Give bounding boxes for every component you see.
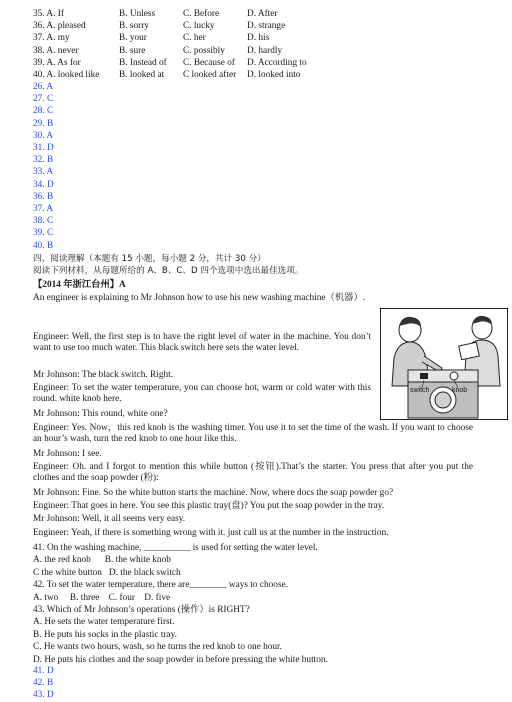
option-cell: C. her (183, 33, 206, 44)
option-cell: B. looked at (119, 70, 165, 80)
question-line: 43. Which of Mr Johnson’s operations (操作）is RIGHT? (33, 605, 250, 615)
question-line: C. He wants two hours, wash, so he turns the red knob to one hour. (33, 642, 282, 653)
answer-item: 42. B (33, 678, 54, 689)
answer-item: 40. B (33, 240, 54, 251)
option-cell: D. hardly (247, 45, 283, 56)
dialogue-line: Engineer: Oh. and I forgot to mention this while button (按钮).That’s the starter. You press that after you put the clothes and the soap powder (粉): (33, 462, 473, 484)
option-cell: D. looked into (247, 70, 301, 80)
intro-paragraph: An engineer is explaining to Mr Johnson how to use his new washing machine（机器）. (33, 293, 366, 303)
option-cell: 37. A. my (33, 33, 70, 44)
option-cell: B. Unless (119, 9, 156, 19)
washing-machine-illustration (380, 308, 508, 420)
option-cell: C. Because of (183, 57, 235, 68)
dialogue-line: Engineer: Yes. Now，this red knob is the washing timer. You use it to set the time of the wash. If you want to choose an hour’s wash, turn the red knob to one hour like this. (33, 423, 473, 445)
option-cell: 38. A. never (33, 45, 79, 56)
question-line: A. the red knob B. the white knob (33, 555, 171, 566)
answer-item: 36. B (33, 191, 54, 202)
answer-item: 33. A (33, 167, 54, 178)
option-cell: C. lucky (183, 21, 215, 32)
dialogue-line: Engineer: To set the water temperature, you can choose hot, warm or cold water with this round. white knob here. (33, 383, 371, 405)
option-cell: B. Instead of (119, 57, 167, 68)
answer-item: 31. D (33, 143, 54, 153)
answer-item: 28. C (33, 106, 54, 117)
answer-item: 37. A (33, 204, 54, 214)
option-cell: B. sorry (119, 21, 149, 32)
option-cell: 36. A. pleased (33, 21, 86, 32)
answer-item: 32. B (33, 155, 54, 166)
source-tag: 【2014 年浙江台州】A (33, 280, 126, 290)
option-cell: B. your (119, 33, 147, 44)
option-cell: D. According to (247, 57, 307, 68)
instruction-text: 阅读下列材料，从每题所给的 A、B、C、D 四个选项中选出最佳选项。 (33, 266, 304, 276)
section-heading: 四、阅读理解（本题有 15 小题，每小题 2 分，共计 30 分） (33, 254, 266, 264)
dialogue-line: Engineer: That goes in here. You see this plastic tray(盘)? You put the soap powder in the tray. (33, 501, 385, 511)
answer-item: 27. C (33, 94, 54, 105)
dialogue-line: Mr Johnson: The black switch. Right. (33, 370, 174, 380)
option-cell: B. sure (119, 45, 146, 56)
dialogue-line: Mr Johnson: I see. (33, 449, 102, 459)
knob-label: knob (452, 387, 468, 394)
answer-item: 30. A (33, 130, 54, 141)
dialogue-line: Mr Johnson: Fine. So the white button starts the machine. Now, where docs the soap powder go? (33, 488, 394, 498)
option-cell: C. Before (183, 9, 220, 19)
dialogue-line: Mr Johnson: Well, it all seems very easy. (33, 514, 186, 524)
option-cell: 40. A. looked like (33, 70, 100, 80)
answer-item: 34. D (33, 179, 54, 190)
question-line: B. He puts his socks in the plastic tray. (33, 629, 177, 640)
dialogue-line: Engineer: Well, the first step is to have the right level of water in the machine. You don’t want to use too much water. This black switch here sets the water level. (33, 332, 371, 354)
question-line: C the white button D. the black switch (33, 567, 181, 578)
option-cell: C looked after (183, 70, 237, 80)
option-cell: D. strange (247, 21, 286, 32)
question-line: A. two B. three C. four D. five (33, 592, 171, 603)
question-line: D. He puts his clothes and the soap powder in before pressing the white button. (33, 654, 328, 665)
answer-item: 43. D (33, 690, 54, 701)
option-cell: 35. A. If (33, 9, 64, 19)
option-cell: C. possibly (183, 45, 225, 56)
question-line: 42. To set the water temperature, there are________ ways to choose. (33, 580, 289, 591)
dialogue-line: Engineer: Yeah, if there is something wrong with it. just call us at the number in the instruction. (33, 528, 389, 538)
answer-item: 39. C (33, 228, 54, 239)
question-line: 41. On the washing machine, __________ is used for setting the water level. (33, 543, 318, 553)
option-cell: 39. A. As for (33, 57, 81, 68)
switch-label: switch (410, 387, 430, 394)
option-cell: D. his (247, 33, 270, 44)
question-line: A. He sets the water temperature first. (33, 617, 175, 628)
answer-item: 26. A (33, 82, 54, 92)
answer-item: 29. B (33, 118, 54, 129)
dialogue-line: Mr Johnson: This round, white one? (33, 409, 168, 419)
option-cell: D. After (247, 9, 278, 19)
answer-item: 38. C (33, 216, 54, 227)
answer-item: 41. D (33, 666, 54, 676)
